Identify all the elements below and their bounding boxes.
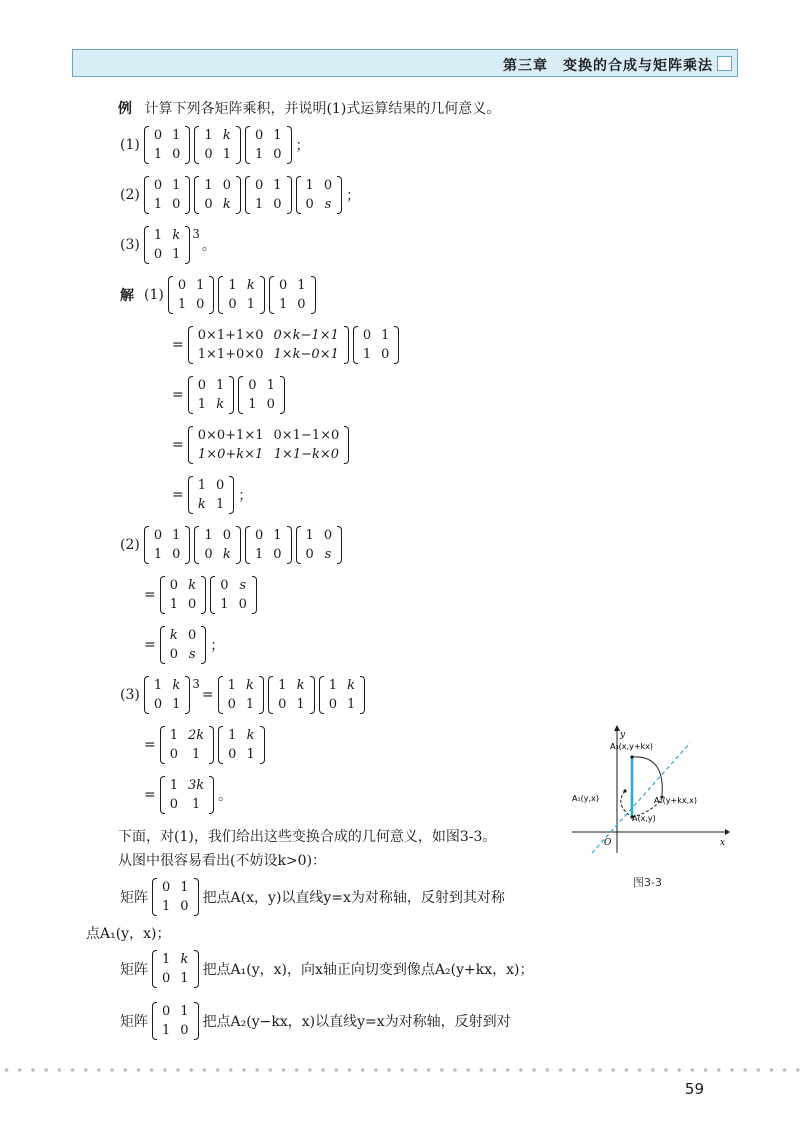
explanation-line-2: 从图中很容易看出(不妨设k>0)： xyxy=(118,853,327,869)
fig-label-a3: A₃(x,y+kx) xyxy=(610,742,654,751)
equals: = xyxy=(172,387,184,403)
matrix-entry: 1 xyxy=(197,397,207,412)
matrix-bracket-right xyxy=(311,276,316,314)
point-a3 xyxy=(630,755,633,758)
matrix-entry: 0 xyxy=(169,797,179,812)
matrix-label: 矩阵 xyxy=(120,1014,148,1030)
matrix-entry: 1 xyxy=(172,128,181,143)
explanation-text-1b: 点A₁(y，x)； xyxy=(86,926,171,942)
matrix-bracket-right xyxy=(194,878,199,916)
matrix-entry: 0 xyxy=(248,378,257,393)
matrix-entry: 1 xyxy=(172,247,181,262)
matrix xyxy=(218,676,265,714)
matrix-bracket-right xyxy=(337,526,342,564)
matrix-entry: 1 xyxy=(228,728,237,743)
problem-1 xyxy=(118,126,312,164)
matrix-entry: 0 xyxy=(180,1023,189,1038)
explanation-item-1 xyxy=(118,878,507,916)
matrix-entry: 0 xyxy=(305,197,314,212)
solution-2-line xyxy=(118,526,344,564)
matrix-entry: 0 xyxy=(172,147,181,162)
matrix-entry: 1 xyxy=(273,178,282,193)
matrix-entry: 1×1+0×0 xyxy=(197,347,264,362)
matrix-entry: 1×0+k×1 xyxy=(197,447,264,462)
matrix xyxy=(245,526,292,564)
matrix-entry: k xyxy=(222,128,231,143)
solution-1-line xyxy=(118,276,318,314)
point-a1 xyxy=(623,789,626,792)
matrix-bracket-right xyxy=(236,126,241,164)
matrix-bracket-right xyxy=(185,526,190,564)
matrix-entry: 1 xyxy=(172,528,181,543)
matrix-entry: 1 xyxy=(381,328,390,343)
equals: = xyxy=(144,737,156,753)
matrix-entry: 1 xyxy=(222,147,231,162)
matrix-entry: 1 xyxy=(169,778,179,793)
matrix xyxy=(238,376,285,414)
matrix-entry: 1 xyxy=(191,747,201,762)
explanation-item-3 xyxy=(118,1002,513,1040)
matrix-bracket-right xyxy=(201,576,206,614)
matrix-bracket-right xyxy=(209,776,214,814)
matrix-entry: k xyxy=(222,547,231,562)
matrix-bracket-right xyxy=(260,726,265,764)
chapter-header-bar xyxy=(72,49,738,77)
matrix xyxy=(152,1002,199,1040)
matrix-entry: 0 xyxy=(220,578,229,593)
matrix-entry: k xyxy=(188,578,197,593)
matrix-entry: 0 xyxy=(278,697,287,712)
matrix-entry: 0 xyxy=(227,697,236,712)
matrix-entry: 0 xyxy=(228,297,237,312)
solution-2-result xyxy=(142,626,226,664)
solution-3-line xyxy=(118,676,367,714)
matrix-entry: 0 xyxy=(197,378,207,393)
matrix-entry: 0 xyxy=(216,478,225,493)
matrix-entry: 0 xyxy=(278,278,288,293)
matrix-entry: 0 xyxy=(238,597,247,612)
matrix xyxy=(188,376,235,414)
matrix-entry: 1×1−k×0 xyxy=(273,447,340,462)
matrix-entry: k xyxy=(180,952,189,967)
equals: = xyxy=(201,687,214,703)
matrix-entry: k xyxy=(197,497,206,512)
matrix-bracket-right xyxy=(260,276,265,314)
matrix xyxy=(296,176,343,214)
matrix xyxy=(160,776,214,814)
matrix-entry: 1 xyxy=(153,197,163,212)
matrix-bracket-right xyxy=(236,526,241,564)
matrix-entry: 0 xyxy=(323,528,333,543)
matrix-entry: k xyxy=(246,278,255,293)
matrix-entry: 0 xyxy=(172,547,181,562)
matrix-entry: 1 xyxy=(273,528,282,543)
matrix-entry: 0 xyxy=(254,128,264,143)
matrix-entry: 0 xyxy=(162,1004,171,1019)
matrix-entry: 1 xyxy=(254,547,264,562)
matrix-entry: 1 xyxy=(180,880,189,895)
matrix-entry: 0 xyxy=(222,178,231,193)
matrix-bracket-right xyxy=(394,326,399,364)
solution-label: 解 xyxy=(120,288,134,304)
matrix xyxy=(269,276,316,314)
explanation-text-3: 把点A₂(y−kx，x)以直线y=x为对称轴，反射到对 xyxy=(202,1014,511,1030)
matrix-entry: 0 xyxy=(188,628,197,643)
matrix-entry: 1 xyxy=(204,128,213,143)
matrix-entry: 0 xyxy=(254,178,264,193)
matrix-entry: 1 xyxy=(248,397,257,412)
matrix-entry: 0 xyxy=(204,547,213,562)
matrix xyxy=(268,676,315,714)
matrix-bracket-right xyxy=(201,626,206,664)
matrix xyxy=(194,526,241,564)
matrix-entry: 1 xyxy=(169,597,179,612)
matrix-entry: 1 xyxy=(204,528,213,543)
matrix xyxy=(168,276,215,314)
exponent: 3 xyxy=(192,227,200,241)
solution-3-step1 xyxy=(142,726,267,764)
matrix-entry: 1 xyxy=(153,547,163,562)
matrix-label: 矩阵 xyxy=(120,962,148,978)
matrix-entry: 1 xyxy=(153,228,163,243)
matrix-bracket-right xyxy=(337,176,342,214)
matrix-entry: 1 xyxy=(305,178,314,193)
matrix-bracket-right xyxy=(209,276,214,314)
matrix-entry: 0 xyxy=(169,578,179,593)
matrix xyxy=(353,326,400,364)
matrix-bracket-right xyxy=(194,950,199,988)
matrix-entry: 0 xyxy=(188,597,197,612)
punct: 。 xyxy=(218,788,233,804)
arc-a1 xyxy=(621,791,632,817)
matrix-entry: 1 xyxy=(346,697,356,712)
matrix-bracket-right xyxy=(252,576,257,614)
matrix-entry: 1 xyxy=(162,1023,171,1038)
matrix-entry: 0 xyxy=(266,397,275,412)
chapter-title: 第三章 变换的合成与矩阵乘法 xyxy=(503,58,713,74)
matrix-entry: 1 xyxy=(153,678,163,693)
matrix-entry: 0 xyxy=(297,297,306,312)
matrix xyxy=(144,176,191,214)
page-number: 59 xyxy=(684,1080,704,1098)
matrix-entry: 1 xyxy=(266,378,275,393)
matrix xyxy=(245,176,292,214)
matrix-entry: 1 xyxy=(197,478,207,493)
matrix-entry: 1 xyxy=(191,797,201,812)
matrix xyxy=(188,326,349,364)
matrix-entry: 0 xyxy=(177,278,187,293)
figure-caption: 图3-3 xyxy=(633,876,662,889)
matrix-bracket-right xyxy=(344,326,349,364)
matrix-entry: 0 xyxy=(204,147,213,162)
matrix-entry: 0 xyxy=(254,528,264,543)
matrix xyxy=(188,426,350,464)
matrix-entry: 1 xyxy=(177,297,187,312)
fig-label-o: O xyxy=(604,838,612,848)
matrix-entry: 1 xyxy=(328,678,337,693)
example-statement xyxy=(118,100,500,118)
matrix xyxy=(194,126,241,164)
matrix-entry: 1 xyxy=(305,528,314,543)
matrix-entry: 0 xyxy=(162,880,171,895)
matrix-entry: 1 xyxy=(246,297,255,312)
explanation-text-2: 把点A₁(y，x)，向x轴正向切变到像点A₂(y+kx，x)； xyxy=(202,962,534,978)
matrix-entry: k xyxy=(296,678,305,693)
matrix-entry: 0 xyxy=(153,528,163,543)
matrix xyxy=(144,126,191,164)
figure-3-3 xyxy=(570,725,730,855)
matrix-entry: 0×0+1×1 xyxy=(197,428,264,443)
matrix-entry: 0 xyxy=(162,971,171,986)
equals: = xyxy=(172,437,184,453)
punct: 。 xyxy=(201,238,216,254)
matrix-entry: 1 xyxy=(362,347,372,362)
fig-label-a1: A₁(y,x) xyxy=(572,794,599,803)
matrix-entry: 0 xyxy=(228,747,237,762)
matrix xyxy=(144,526,191,564)
matrix xyxy=(160,726,214,764)
matrix-entry: k xyxy=(216,397,225,412)
matrix-entry: 1 xyxy=(162,952,171,967)
matrix-bracket-right xyxy=(229,476,234,514)
solution-1-result xyxy=(170,476,254,514)
matrix-entry: 0 xyxy=(362,328,372,343)
matrix-entry: 1 xyxy=(172,178,181,193)
punct: ； xyxy=(210,638,225,654)
matrix-entry: 0×1+1×0 xyxy=(197,328,264,343)
matrix-entry: 3k xyxy=(188,778,205,793)
punct: ； xyxy=(346,188,361,204)
solution-1-label: (1) xyxy=(144,287,164,303)
matrix-entry: 1 xyxy=(220,597,229,612)
matrix xyxy=(245,126,292,164)
matrix-entry: 0 xyxy=(169,747,179,762)
problem-2 xyxy=(118,176,362,214)
matrix-entry: 0 xyxy=(273,547,282,562)
matrix-entry: 0 xyxy=(180,899,189,914)
matrix-bracket-right xyxy=(287,126,292,164)
matrix xyxy=(218,726,265,764)
matrix xyxy=(152,878,199,916)
matrix-entry: 1 xyxy=(180,1004,189,1019)
problem-1-label: (1) xyxy=(120,137,140,153)
solution-2-label: (2) xyxy=(120,537,140,553)
matrix-bracket-right xyxy=(344,426,349,464)
fig-label-x: x xyxy=(720,838,726,848)
matrix-entry: 0 xyxy=(273,197,282,212)
matrix-bracket-right xyxy=(280,376,285,414)
punct: ； xyxy=(238,488,253,504)
problem-3 xyxy=(118,226,218,264)
matrix-bracket-right xyxy=(236,176,241,214)
matrix xyxy=(194,176,241,214)
problem-3-label: (3) xyxy=(120,237,140,253)
matrix-entry: 0 xyxy=(381,347,390,362)
matrix xyxy=(296,526,343,564)
matrix-bracket-right xyxy=(185,226,190,264)
matrix xyxy=(210,576,257,614)
solution-3-result xyxy=(142,776,234,814)
matrix-entry: 1 xyxy=(162,899,171,914)
matrix-entry: 0 xyxy=(153,697,163,712)
matrix-entry: 1 xyxy=(273,128,282,143)
matrix-entry: 1 xyxy=(153,147,163,162)
matrix-entry: s xyxy=(324,547,332,562)
matrix-entry: 0 xyxy=(169,647,179,662)
equals: = xyxy=(144,787,156,803)
matrix-entry: k xyxy=(222,197,231,212)
matrix xyxy=(160,626,207,664)
arc-a3 xyxy=(632,757,662,795)
matrix-entry: 1 xyxy=(216,497,225,512)
matrix xyxy=(152,950,199,988)
matrix-entry: 2k xyxy=(188,728,205,743)
matrix-entry: 1 xyxy=(227,678,236,693)
matrix xyxy=(160,576,207,614)
problem-2-label: (2) xyxy=(120,187,140,203)
exponent: 3 xyxy=(192,677,200,691)
matrix-bracket-right xyxy=(185,126,190,164)
matrix-entry: 0 xyxy=(153,178,163,193)
explanation-item-2 xyxy=(118,950,535,988)
matrix-entry: 0 xyxy=(172,197,181,212)
solution-2-step1 xyxy=(142,576,259,614)
matrix-entry: 0 xyxy=(222,528,231,543)
fig-label-a: A(x,y) xyxy=(632,814,656,823)
matrix-entry: 1 xyxy=(246,747,255,762)
matrix-entry: 1 xyxy=(228,278,237,293)
matrix xyxy=(144,676,191,714)
matrix-bracket-right xyxy=(185,676,190,714)
matrix xyxy=(188,476,235,514)
matrix-bracket-right xyxy=(259,676,264,714)
solution-1-step2 xyxy=(170,376,287,414)
matrix-entry: 1 xyxy=(297,278,306,293)
matrix-entry: k xyxy=(169,628,178,643)
equals: = xyxy=(172,487,184,503)
matrix xyxy=(319,676,366,714)
fig-label-y: y xyxy=(620,730,626,740)
matrix xyxy=(144,226,191,264)
matrix-entry: 0 xyxy=(153,247,163,262)
matrix-entry: s xyxy=(324,197,332,212)
explanation-text-1a: 把点A(x，y)以直线y=x为对称轴，反射到其对称 xyxy=(202,890,505,906)
x-axis-arrow-icon xyxy=(725,829,730,835)
matrix-entry: 1 xyxy=(196,278,205,293)
matrix-entry: s xyxy=(239,578,247,593)
matrix-entry: 0×1−1×0 xyxy=(273,428,340,443)
matrix-bracket-right xyxy=(310,676,315,714)
matrix-entry: 1 xyxy=(172,697,181,712)
matrix-bracket-right xyxy=(185,176,190,214)
header-decoration xyxy=(717,56,732,71)
matrix-entry: 1×k−0×1 xyxy=(273,347,339,362)
solution-1-step1 xyxy=(170,326,401,364)
matrix-entry: 1 xyxy=(296,697,305,712)
matrix-entry: 1 xyxy=(278,297,288,312)
equals: = xyxy=(144,587,156,603)
matrix-entry: s xyxy=(188,647,196,662)
matrix-entry: 1 xyxy=(204,178,213,193)
matrix-entry: 0 xyxy=(273,147,282,162)
matrix-entry: 0×k−1×1 xyxy=(273,328,339,343)
matrix-bracket-right xyxy=(360,676,365,714)
punct: ； xyxy=(295,138,310,154)
example-label: 例 xyxy=(118,101,132,117)
fig-label-a2: A₂(y+kx,x) xyxy=(654,796,698,805)
matrix-entry: k xyxy=(246,678,254,693)
matrix-entry: 1 xyxy=(180,971,189,986)
matrix xyxy=(218,276,265,314)
matrix-entry: 1 xyxy=(216,378,225,393)
explanation-line-1: 下面，对(1)，我们给出这些变换合成的几何意义，如图3-3。 xyxy=(118,829,497,845)
matrix-entry: 0 xyxy=(153,128,163,143)
matrix-entry: 0 xyxy=(204,197,213,212)
solution-3-label: (3) xyxy=(120,687,140,703)
matrix-entry: 1 xyxy=(254,147,264,162)
matrix-entry: 1 xyxy=(254,197,264,212)
matrix-label: 矩阵 xyxy=(120,890,148,906)
matrix-bracket-right xyxy=(287,176,292,214)
matrix-bracket-right xyxy=(229,376,234,414)
equals: = xyxy=(144,637,156,653)
example-text: 计算下列各矩阵乘积，并说明(1)式运算结果的几何意义。 xyxy=(144,101,501,117)
matrix-bracket-right xyxy=(194,1002,199,1040)
matrix-entry: k xyxy=(246,728,255,743)
matrix-entry: 0 xyxy=(305,547,314,562)
matrix-entry: 0 xyxy=(196,297,205,312)
matrix-bracket-right xyxy=(209,726,214,764)
matrix-entry: 1 xyxy=(278,678,287,693)
matrix-entry: 0 xyxy=(323,178,333,193)
equals: = xyxy=(172,337,184,353)
matrix-entry: k xyxy=(172,678,181,693)
matrix-entry: 1 xyxy=(169,728,179,743)
matrix-bracket-right xyxy=(287,526,292,564)
solution-1-step3 xyxy=(170,426,351,464)
footer-dotted-divider xyxy=(0,1067,800,1073)
matrix-entry: k xyxy=(172,228,181,243)
matrix-entry: 1 xyxy=(245,697,255,712)
matrix-entry: k xyxy=(347,678,356,693)
matrix-entry: 0 xyxy=(328,697,337,712)
